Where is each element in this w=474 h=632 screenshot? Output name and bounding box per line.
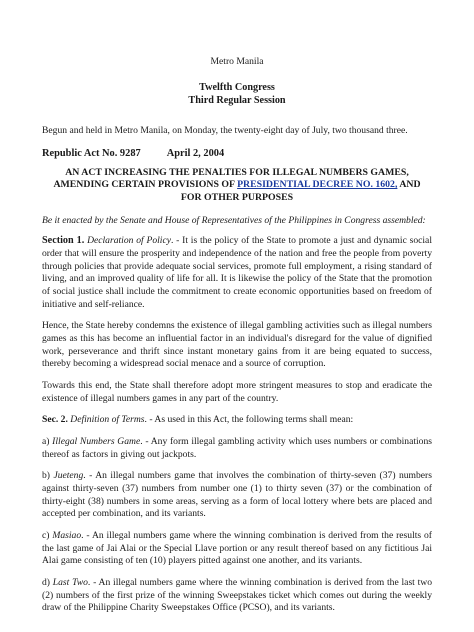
congress-heading: Twelfth Congress [199, 81, 275, 93]
act-title-part2: AND FOR OTHER PURPOSES [180, 179, 421, 204]
definition-text: . - An illegal numbers game where the winning combination is derived from the results of the last game of Jai Alai or the Special Llave portion or any result thereof based on any fictitious Jai Alai game consisting of ten (10) players pitted against one another, and its variants. [42, 529, 432, 567]
definition-term: Last Two [52, 576, 88, 588]
section-2 [42, 414, 432, 427]
definition-item [42, 577, 432, 615]
definition-text: . - Any form illegal gambling activity which uses numbers or combinations thereof as factors in giving out jackpots. [42, 435, 433, 460]
section-1-paragraph-2: Hence, the State hereby condemns the existence of illegal gambling activities such as illegal numbers games as this has become an influential factor in an individual's disregard for the value of dignified work, perseverance and thrift since instant monetary gains from it are being equated to success, thereby becoming a widespread social menace and a source of corruption. [42, 320, 432, 370]
definition-term: Jueteng [53, 470, 84, 482]
republic-act-line [42, 147, 432, 161]
definition-prefix: a) [42, 435, 53, 447]
definition-term: Illegal Numbers Game [52, 435, 141, 447]
definition-prefix: b) [42, 470, 54, 482]
session-heading: Third Regular Session [188, 94, 286, 106]
section-2-label: Sec. 2. [42, 414, 68, 426]
begun-statement: Begun and held in Metro Manila, on Monday, the twenty-eight day of July, two thousand three. [42, 125, 408, 137]
act-title-part1: AN ACT INCREASING THE PENALTIES FOR ILLEGAL NUMBERS GAMES, AMENDING CERTAIN PROVISIONS OF [53, 166, 409, 191]
presidential-decree-link[interactable]: PRESIDENTIAL DECREE NO. 1602, [237, 179, 398, 191]
definition-term: Masiao [52, 529, 82, 541]
enacting-clause: Be it enacted by the Senate and House of Representatives of the Philippines in Congress assembled: [42, 214, 426, 226]
section-1 [42, 234, 432, 311]
section-2-heading: Definition of Terms [70, 414, 145, 426]
definition-prefix: d) [42, 576, 53, 588]
definition-item [42, 470, 432, 521]
section-1-label: Section 1. [42, 235, 85, 247]
definition-prefix: c) [42, 529, 53, 541]
act-title [42, 167, 432, 205]
section-1-heading: Declaration of Policy [87, 235, 171, 247]
definition-item [42, 436, 432, 461]
section-1-text: . - It is the policy of the State to promote a just and dynamic social order that will ensure the prosperity and independence of the nation and free the people from poverty through policies that provide adequate social services, promote full employment, a rising standard of living, and an improved quality of life for all. It is likewise the policy of the State that the promotion of social justice shall include the commitment to create economic opportunities based on freedom of initiative and self-reliance. [42, 235, 432, 310]
definition-text: . - An illegal numbers game that involves the combination of thirty-seven (37) numbers against thirty-seven (37) numbers from number one (1) to thirty seven (37) or the combination of thirty-eight (38) numbers in some areas, serving as a form of local lottery where bets are placed and accepted per combination, and its variants. [42, 470, 432, 520]
definition-text: . - An illegal numbers game where the winning combination is derived from the last two (2) numbers of the first prize of the winning Sweepstakes ticket which comes out during the weekly draw of the Philippine Charity Sweepstakes Office (PCSO), and its variants. [42, 576, 433, 614]
ra-date: April 2, 2004 [166, 147, 225, 159]
definition-item [42, 530, 432, 568]
section-1-paragraph-3: Towards this end, the State shall therefore adopt more stringent measures to stop and eradicate the existence of illegal numbers games in any part of the country. [42, 379, 432, 404]
section-2-intro: . - As used in this Act, the following terms shall mean: [144, 414, 354, 426]
location-heading: Metro Manila [210, 56, 264, 67]
ra-number: Republic Act No. 9287 [42, 147, 141, 159]
